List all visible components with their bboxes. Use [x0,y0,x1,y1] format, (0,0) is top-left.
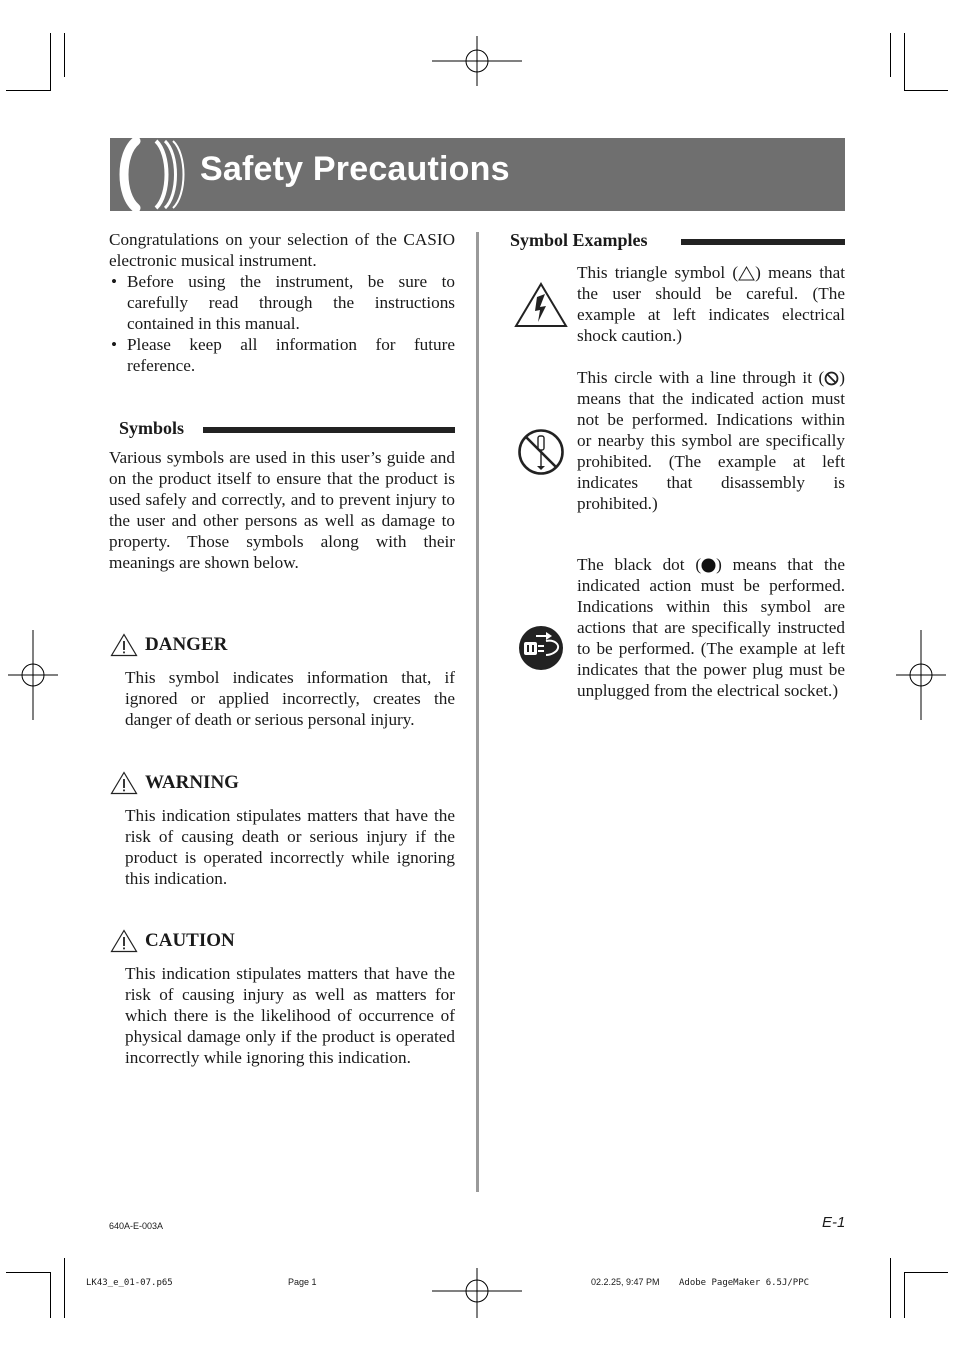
caution-heading [110,929,235,953]
symbols-heading: Symbols [119,418,185,438]
timestamp: 02.2.25, 9:47 PM [591,1277,660,1287]
application-name: Adobe PageMaker 6.5J/PPC [679,1278,810,1288]
warning-triangle-icon [110,633,138,657]
document-code: 640A-E-003A [109,1221,164,1231]
warning-triangle-icon [110,771,138,795]
warning-text: This indication stipulates matters that have the risk of causing death or serious injury if the product is operated incorrectly while ignoring this indication. [125,806,455,888]
registration-mark-right [896,630,946,720]
caution-label: CAUTION [145,930,235,951]
symbols-text: Various symbols are used in this user’s guide and on the product itself to ensure that the product is used safely and correctly, and to prevent injury to the user and other persons as well as damage to property. Those symbols along with their meanings are shown below. [109,448,455,572]
bracket-decoration-icon [110,138,200,211]
registration-mark-left [8,630,58,720]
dot-example-text: The black dot ( ) means that the indicated action must be performed. Indications within this symbol are actions that are specifically instructed to be performed. (The example at left indicates that the power plug must be unplugged from the electrical socket.) [577,555,845,700]
circle-example-text: This circle with a line through it ( ) means that the indicated action must not be performed. Indications within or nearby this symbol are specifically prohibited. (The example at left indicates that disassembly is prohibited.) [577,368,845,513]
title-band [110,138,845,211]
heading-rule [203,427,455,433]
warning-label: WARNING [145,772,239,793]
registration-mark-top [432,36,522,86]
black-dot-icon [701,558,716,573]
danger-label: DANGER [145,634,228,655]
triangle-example-text: This triangle symbol ( ) means that the user should be careful. (The example at left indicates electrical shock caution.) [577,263,846,345]
symbol-examples-heading: Symbol Examples [510,230,648,250]
intro-text: Congratulations on your selection of the CASIO electronic musical instrument. [109,230,455,270]
disassembly-prohibited-icon [517,428,565,476]
electric-shock-caution-icon [514,282,568,328]
triangle-icon [738,266,755,281]
danger-heading [110,633,227,657]
page-number: E-1 [822,1214,846,1231]
page-label: Page 1 [288,1277,317,1287]
warning-heading [110,771,239,795]
intro-bullet: • Please keep all information for future reference. [109,334,455,376]
registration-mark-bottom [432,1268,522,1318]
caution-text: This indication stipulates matters that have the risk of causing injury as well as matters for which there is the likelihood of occurrence of physical damage only if the product is operated incorrectly while ignoring this indication. [125,964,455,1067]
unplug-power-icon [518,625,564,671]
page-title: Safety Precautions [200,150,510,188]
intro-section [109,229,455,376]
warning-triangle-icon [110,929,138,953]
intro-bullet: • Before using the instrument, be sure to carefully read through the instructions contained in this manual. [109,271,455,334]
prohibition-icon [824,371,839,386]
danger-text: This symbol indicates information that, if ignored or applied incorrectly, creates the danger of death or serious personal injury. [125,668,455,729]
column-divider [476,232,479,1192]
file-name: LK43_e_01-07.p65 [86,1278,173,1288]
heading-rule [681,239,845,245]
